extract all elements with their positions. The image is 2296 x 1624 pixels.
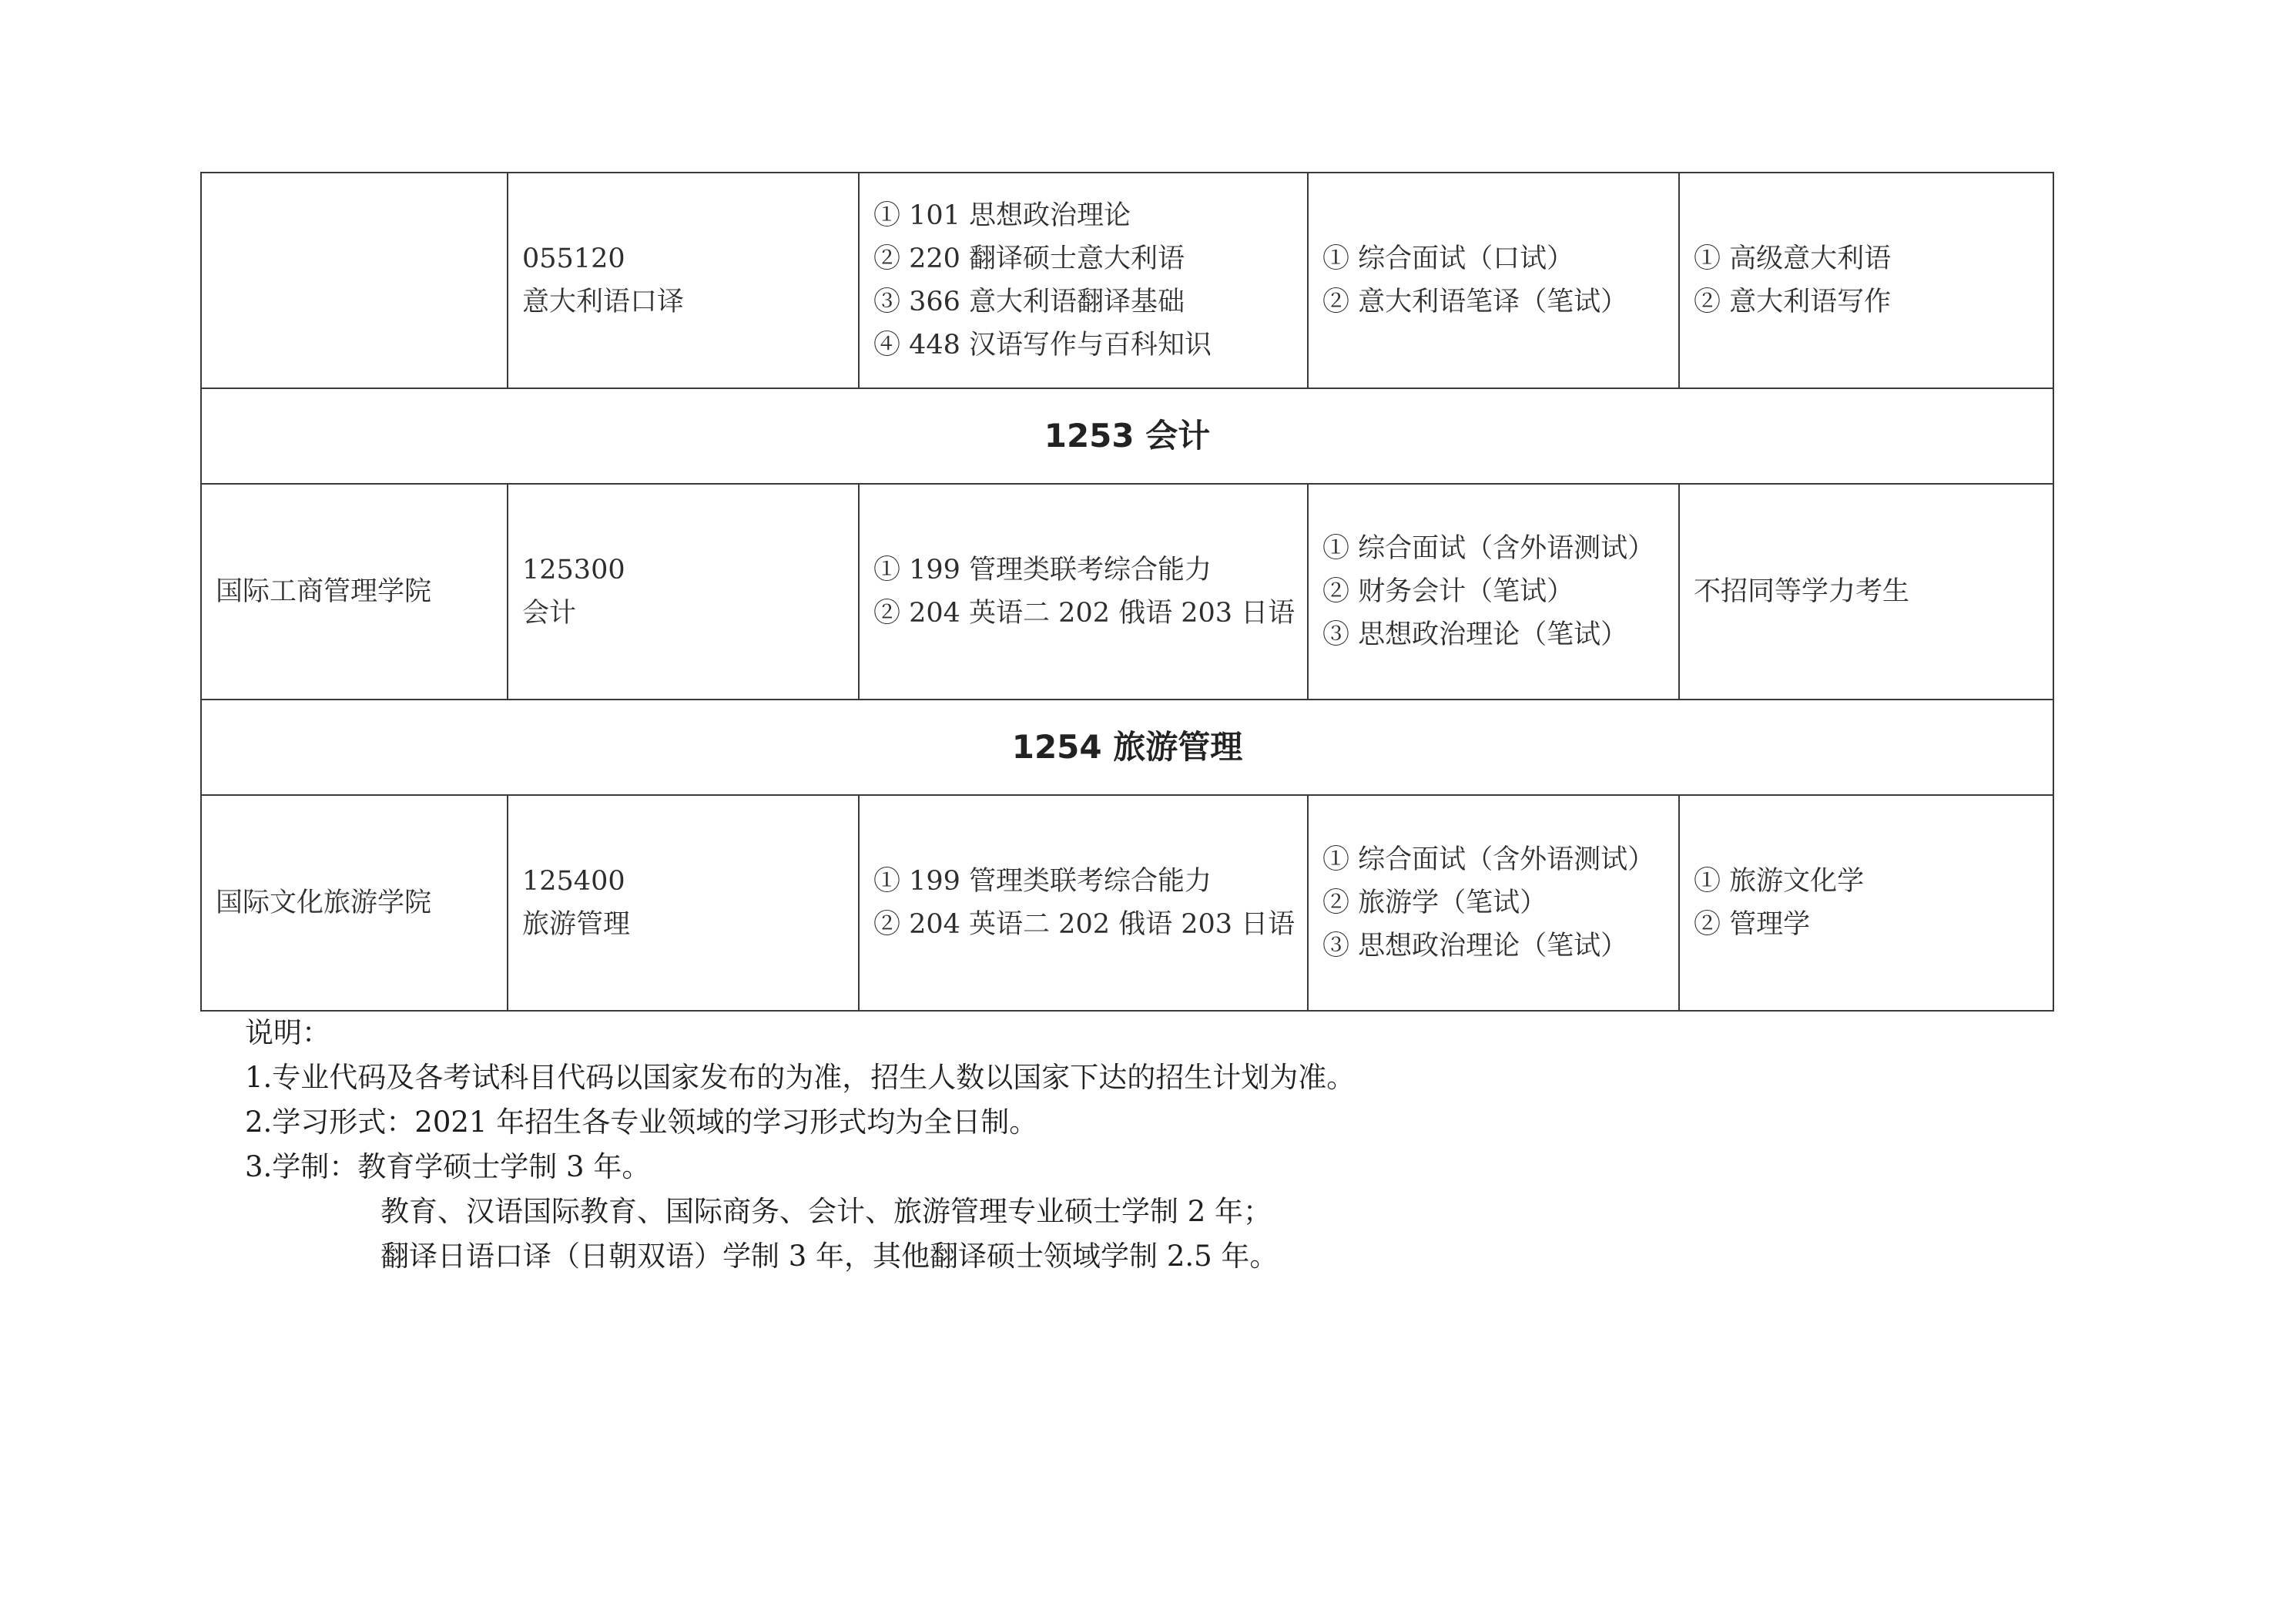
major-name: 旅游管理	[522, 909, 631, 940]
extra-item: ② 管理学	[1694, 909, 1811, 940]
retest-item: ③ 思想政治理论（笔试）	[1322, 619, 1628, 650]
table-row	[201, 173, 2053, 388]
exam-subjects-cell	[859, 484, 1308, 700]
major-cell	[508, 173, 859, 388]
extra-item: ① 旅游文化学	[1694, 866, 1865, 897]
retest-item: ① 综合面试（含外语测试）	[1322, 844, 1655, 875]
section-title: 1254 旅游管理	[201, 700, 2053, 795]
exam-subject: ④ 448 汉语写作与百科知识	[873, 330, 1212, 361]
note-item: 1.专业代码及各考试科目代码以国家发布的为准，招生人数以国家下达的招生计划为准。	[245, 1061, 1356, 1094]
note-item-continuation: 翻译日语口译（日朝双语）学制 3 年，其他翻译硕士领域学制 2.5 年。	[380, 1240, 1279, 1273]
table-row	[201, 795, 2053, 1011]
exam-subjects-cell	[859, 795, 1308, 1011]
extra-exam-cell	[1679, 173, 2053, 388]
major-code: 125400	[522, 866, 625, 897]
notes-heading: 说明：	[245, 1016, 330, 1049]
college-name: 国际文化旅游学院	[216, 887, 432, 918]
major-cell	[508, 795, 859, 1011]
section-title: 1253 会计	[201, 388, 2053, 484]
extra-item: 不招同等学力考生	[1694, 576, 1910, 607]
notes-section	[245, 1011, 1355, 1279]
retest-item: ② 财务会计（笔试）	[1322, 576, 1574, 607]
exam-subject: ① 199 管理类联考综合能力	[873, 866, 1212, 897]
retest-cell	[1308, 173, 1679, 388]
note-item: 3.学制：教育学硕士学制 3 年。	[245, 1150, 651, 1183]
exam-subject: ③ 366 意大利语翻译基础	[873, 287, 1185, 317]
retest-cell	[1308, 484, 1679, 700]
exam-subject: ② 204 英语二 202 俄语 203 日语	[873, 909, 1295, 940]
table-row	[201, 484, 2053, 700]
note-item: 2.学习形式：2021 年招生各专业领域的学习形式均为全日制。	[245, 1106, 1038, 1139]
major-code: 125300	[522, 555, 625, 586]
exam-subjects-cell	[859, 173, 1308, 388]
section-header-row	[201, 388, 2053, 484]
major-cell	[508, 484, 859, 700]
extra-item: ② 意大利语写作	[1694, 287, 1892, 317]
major-name: 意大利语口译	[522, 287, 685, 317]
college-name: 国际工商管理学院	[216, 576, 432, 607]
note-item-continuation: 教育、汉语国际教育、国际商务、会计、旅游管理专业硕士学制 2 年；	[380, 1195, 1272, 1228]
extra-exam-cell	[1679, 484, 2053, 700]
major-name: 会计	[522, 598, 577, 629]
retest-item: ② 意大利语笔译（笔试）	[1322, 287, 1628, 317]
exam-subject: ① 101 思想政治理论	[873, 200, 1131, 231]
retest-item: ② 旅游学（笔试）	[1322, 887, 1547, 918]
college-cell	[201, 795, 508, 1011]
extra-item: ① 高级意大利语	[1694, 243, 1892, 274]
retest-item: ① 综合面试（口试）	[1322, 243, 1574, 274]
exam-subject: ② 220 翻译硕士意大利语	[873, 243, 1185, 274]
college-cell	[201, 484, 508, 700]
college-cell	[201, 173, 508, 388]
section-header-row	[201, 700, 2053, 795]
retest-item: ③ 思想政治理论（笔试）	[1322, 931, 1628, 961]
retest-item: ① 综合面试（含外语测试）	[1322, 533, 1655, 564]
exam-subject: ① 199 管理类联考综合能力	[873, 555, 1212, 586]
admissions-table	[200, 172, 2054, 1012]
major-code: 055120	[522, 243, 625, 274]
exam-subject: ② 204 英语二 202 俄语 203 日语	[873, 598, 1295, 629]
extra-exam-cell	[1679, 795, 2053, 1011]
retest-cell	[1308, 795, 1679, 1011]
